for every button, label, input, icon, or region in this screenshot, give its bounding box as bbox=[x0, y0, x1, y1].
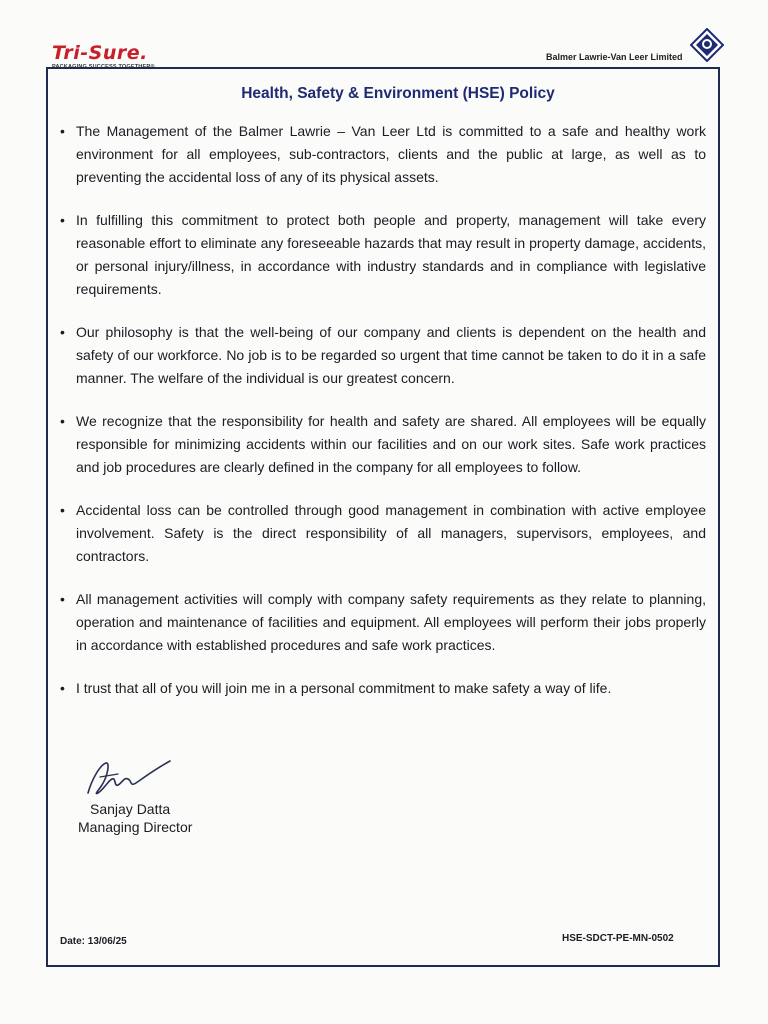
logo-text: Tri-Sure. bbox=[52, 42, 148, 64]
page-title bbox=[0, 85, 768, 103]
signatory-title: Managing Director bbox=[78, 819, 193, 835]
list-item: • The Management of the Balmer Lawrie – Van Leer Ltd is committed to a safe and healthy work environment for all employees, sub-contractors, clients and the public at large, as well as to preventing the accidental loss of any of its physical assets. bbox=[60, 120, 706, 189]
list-item: • In fulfilling this commitment to protect both people and property, management will take every reasonable effort to eliminate any foreseeable hazards that may result in property damage, accidents, or personal injury/illness, in accordance with industry standards and in compliance with legislative requirements. bbox=[60, 209, 706, 301]
document-reference: HSE-SDCT-PE-MN-0502 bbox=[562, 933, 674, 944]
page-title-text: Health, Safety & Environment (HSE) Policy bbox=[241, 85, 555, 102]
signatory-name: Sanjay Datta bbox=[90, 801, 171, 817]
logo-tagline: PACKAGING SUCCESS TOGETHER® bbox=[52, 64, 155, 70]
list-item: • Accidental loss can be controlled through good management in combination with active employee involvement. Safety is the direct responsibility of all managers, supervisors, employees, and contractors. bbox=[60, 499, 706, 568]
company-name: Balmer Lawrie-Van Leer Limited bbox=[546, 52, 683, 62]
company-emblem-icon bbox=[690, 28, 724, 62]
list-item: • We recognize that the responsibility for health and safety are shared. All employees will be equally responsible for minimizing accidents within our facilities and on our work sites. Safe work practices and job procedures are clearly defined in the company for all employees to follow. bbox=[60, 410, 706, 479]
document-date: Date: 13/06/25 bbox=[60, 936, 127, 947]
policy-list bbox=[60, 120, 706, 720]
list-item: • Our philosophy is that the well-being of our company and clients is dependent on the health and safety of our workforce. No job is to be regarded so urgent that time cannot be taken to do it in a safe manner. The welfare of the individual is our greatest concern. bbox=[60, 321, 706, 390]
list-item: • I trust that all of you will join me in a personal commitment to make safety a way of life. bbox=[60, 677, 706, 700]
handwritten-signature bbox=[78, 757, 188, 807]
list-item: • All management activities will comply with company safety requirements as they relate to planning, operation and maintenance of facilities and equipment. All employees will perform their jobs properly in accordance with established procedures and safe work practices. bbox=[60, 588, 706, 657]
